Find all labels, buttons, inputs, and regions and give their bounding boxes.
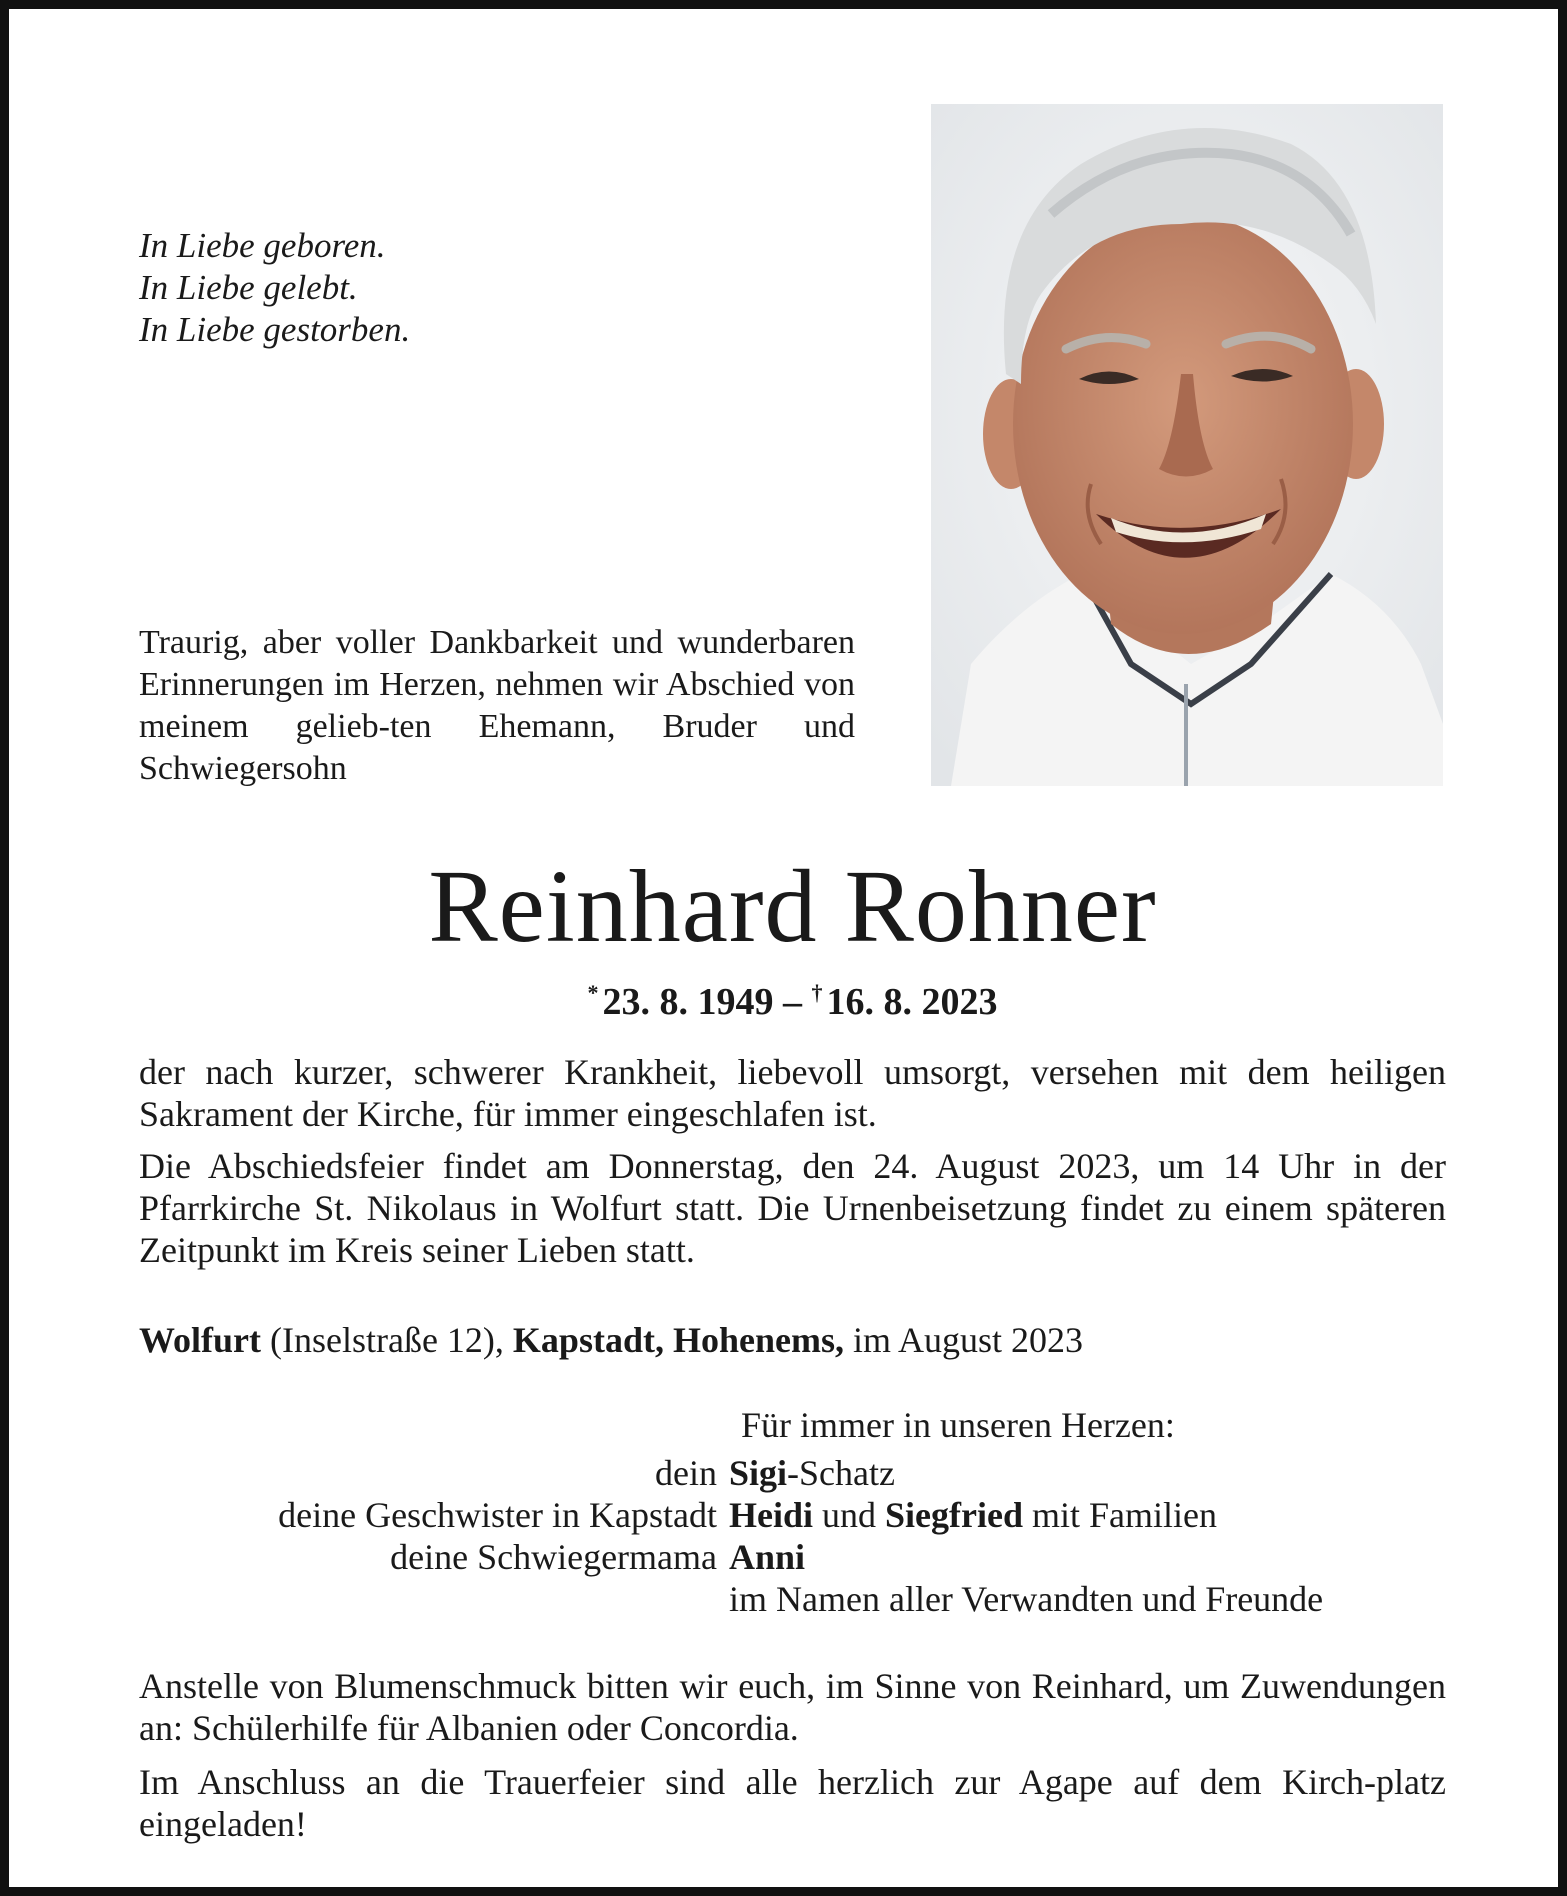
mourner-row <box>139 1494 1449 1536</box>
motto-line: In Liebe geboren. <box>139 226 386 265</box>
announcement-body <box>139 1051 1446 1281</box>
mourners-heading: Für immer in unseren Herzen: <box>741 1405 1175 1445</box>
birth-symbol: * <box>587 980 599 1005</box>
relation: deine Geschwister in Kapstadt <box>278 1495 717 1535</box>
mourner-row <box>139 1452 1449 1494</box>
intro-text: Traurig, aber voller Dankbarkeit und wunderbaren Erinnerungen im Herzen, nehmen wir Abschied von meinem gelieb-ten Ehemann, Bruder und Schwiegersohn <box>139 624 855 787</box>
death-symbol: † <box>811 980 823 1005</box>
deceased-name: Reinhard Rohner <box>428 849 1157 964</box>
closing-paragraph: Im Anschluss an die Trauerfeier sind alle herzlich zur Agape auf dem Kirch-platz eingeladen! <box>139 1762 1446 1844</box>
mourner-text: -Schatz <box>787 1453 895 1493</box>
location-line <box>139 1318 1083 1362</box>
month: im August 2023 <box>852 1320 1083 1360</box>
address: (Inselstraße 12), <box>270 1320 504 1360</box>
motto <box>139 225 410 351</box>
life-dates <box>9 971 1567 1024</box>
closing-notes <box>139 1665 1446 1857</box>
mourner-row <box>139 1536 1449 1578</box>
closing-paragraph: Anstelle von Blumenschmuck bitten wir euch, im Sinne von Reinhard, um Zuwendungen an: Schülerhilfe für Albanien oder Concordia. <box>139 1666 1446 1748</box>
relation: deine Schwiegermama <box>390 1537 717 1577</box>
portrait-photo <box>931 104 1443 786</box>
mourner-text: mit Familien <box>1023 1495 1217 1535</box>
paragraph: der nach kurzer, schwerer Krankheit, liebevoll umsorgt, versehen mit dem heiligen Sakrament der Kirche, für immer eingeschlafen ist. <box>139 1052 1446 1134</box>
mourners-list <box>139 1452 1449 1620</box>
place-others: Kapstadt, Hohenems, <box>512 1320 844 1360</box>
motto-line: In Liebe gestorben. <box>139 310 411 349</box>
relation: dein <box>655 1453 717 1493</box>
place-wolfurt: Wolfurt <box>139 1320 261 1360</box>
death-date: 16. 8. 2023 <box>826 981 998 1023</box>
mourner-name: Anni <box>729 1537 806 1577</box>
mourner-name: Siegfried <box>885 1495 1023 1535</box>
mourner-row <box>139 1578 1449 1620</box>
date-separator: – <box>783 981 802 1023</box>
paragraph: Die Abschiedsfeier findet am Donnerstag, den 24. August 2023, um 14 Uhr in der Pfarrkirche St. Nikolaus in Wolfurt statt. Die Urnenbeisetzung findet zu einem späteren Zeitpunkt im Kreis seiner Lieben statt. <box>139 1146 1446 1270</box>
motto-line: In Liebe gelebt. <box>139 268 358 307</box>
mourner-name: Heidi <box>729 1495 814 1535</box>
mourner-text: und <box>813 1495 886 1535</box>
mourner-text: im Namen aller Verwandten und Freunde <box>729 1579 1324 1619</box>
mourner-name: Sigi <box>729 1453 788 1493</box>
relation <box>139 1578 729 1620</box>
birth-date: 23. 8. 1949 <box>602 981 774 1023</box>
